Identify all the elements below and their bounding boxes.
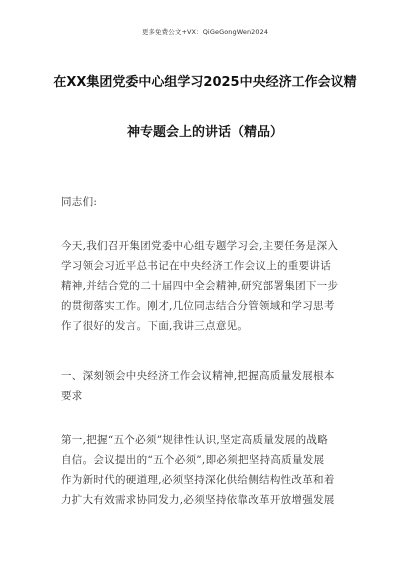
- paragraph-1: [61, 236, 351, 336]
- section-heading-line: 一、深刻领会中央经济工作会议精神,把握高质量发展根本: [61, 370, 335, 382]
- paragraph-1-line: 今天,我们召开集团党委中心组专题学习会,主要任务是深入: [61, 240, 339, 252]
- salutation: 同志们:: [61, 196, 98, 208]
- paragraph-1-line: 的贯彻落实工作。刚才,几位同志结合分管领域和学习思考: [61, 300, 335, 312]
- paragraph-1-line: 学习领会习近平总书记在中央经济工作会议上的重要讲话: [61, 260, 331, 272]
- paragraph-1-line: 精神,并结合党的二十届四中全会精神,研究部署集团下一步: [61, 280, 339, 292]
- paragraph-2-line: 第一,把握“五个必须”规律性认识,坚定高质量发展的战略: [61, 434, 329, 446]
- paragraph-2-line: 作为新时代的硬道理,必须坚持深化供给侧结构性改革和着: [61, 474, 335, 486]
- section-heading-1: [61, 366, 351, 406]
- document-title-line-2: 神专题会上的讲话（精品）: [126, 125, 283, 140]
- paragraph-2-line: 自信。会议提出的“五个必须”,即必须把坚持高质量发展: [61, 454, 325, 466]
- header-note: 更多免费公文+VX：QiGeGongWen2024: [141, 28, 269, 36]
- paragraph-2: [61, 430, 351, 510]
- paragraph-1-line: 作了很好的发言。下面,我讲三点意见。: [61, 320, 249, 332]
- paragraph-2-line: 力扩大有效需求协同发力,必须坚持依靠改革开放增强发展: [61, 494, 335, 506]
- section-heading-line: 要求: [61, 390, 83, 402]
- document-title-line-1: 在XX集团党委中心组学习2025中央经济工作会议精: [53, 75, 357, 90]
